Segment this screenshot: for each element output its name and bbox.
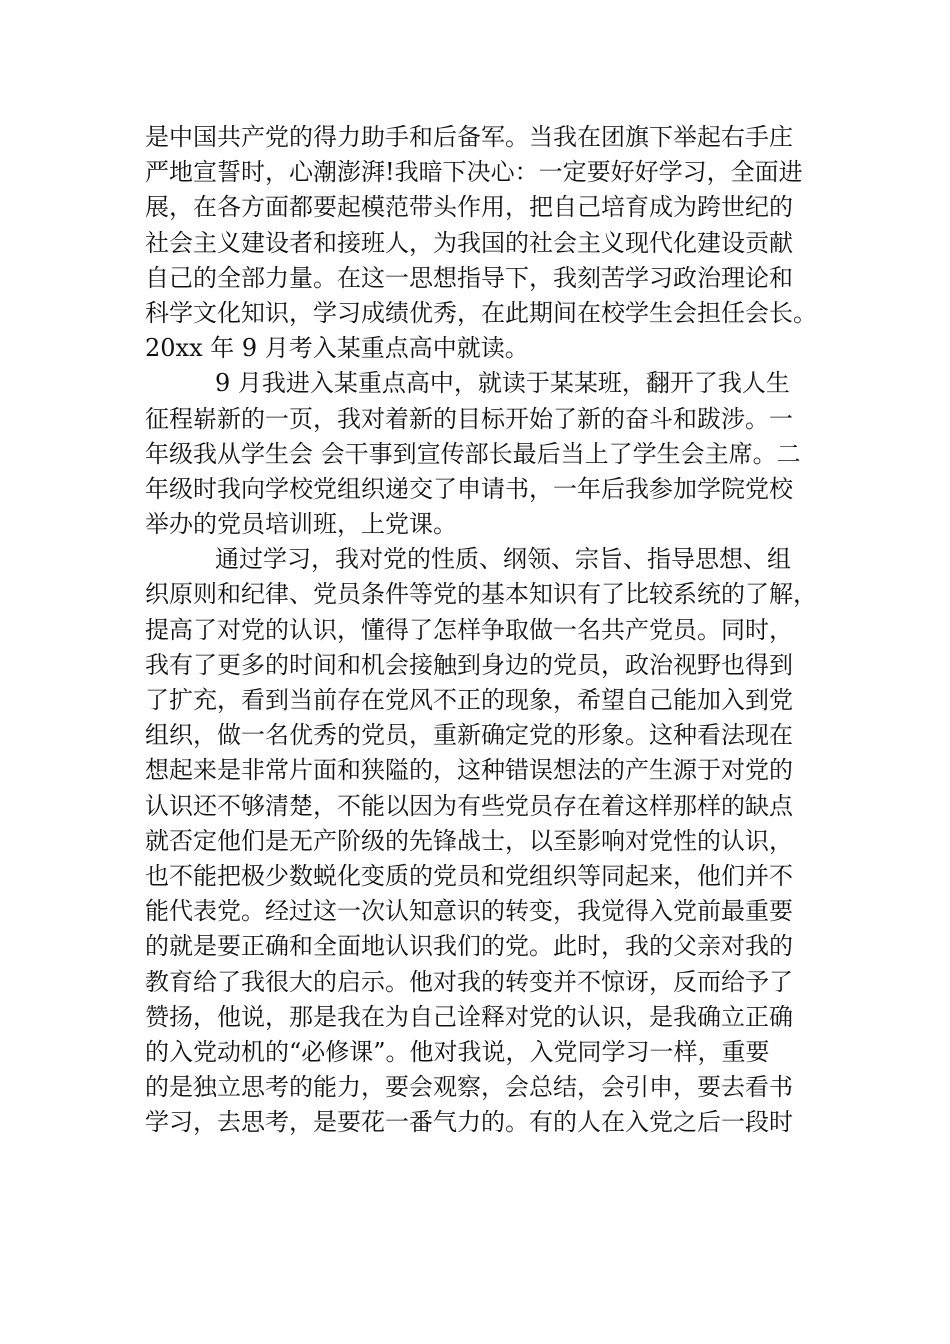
- text-line: 教育给了我很大的启示。他对我的转变并不惊讶，反而给予了: [145, 967, 793, 996]
- text-line: 是中国共产党的得力助手和后备军。当我在团旗下举起右手庄: [145, 123, 793, 151]
- text-line: 我有了更多的时间和机会接触到身边的党员，政治视野也得到: [145, 650, 793, 679]
- text-line: 的入党动机的“必修课”。他对我说，入党同学习一样，重要: [145, 1037, 770, 1066]
- text-line: 提高了对党的认识，懂得了怎样争取做一名共产党员。同时，: [145, 615, 793, 644]
- text-line: 展，在各方面都要起模范带头作用，把自己培育成为跨世纪的: [145, 193, 793, 222]
- text-line: 20xx 年 9 月考入某重点高中就读。: [145, 334, 529, 363]
- text-line: 年级时我向学校党组织递交了申请书，一年后我参加学院党校: [145, 474, 793, 503]
- text-line: 社会主义建设者和接班人，为我国的社会主义现代化建设贡献: [145, 228, 793, 257]
- text-line: 征程崭新的一页，我对着新的目标开始了新的奋斗和跋涉。一: [145, 404, 793, 433]
- body-text: [145, 120, 817, 1140]
- text-line: 组织，做一名优秀的党员，重新确定党的形象。这种看法现在: [145, 721, 793, 750]
- text-line: 学习，去思考，是要花一番气力的。有的人在入党之后一段时: [145, 1108, 793, 1137]
- text-line: 能代表党。经过这一次认知意识的转变，我觉得入党前最重要: [145, 897, 793, 926]
- text-line: 也不能把极少数蜕化变质的党员和党组织等同起来，他们并不: [145, 861, 793, 890]
- paragraph-start-line: 通过学习，我对党的性质、纲领、宗旨、指导思想、组: [215, 545, 791, 574]
- text-line: 严地宣誓时，心潮澎湃!我暗下决心：一定要好好学习，全面进: [145, 158, 803, 187]
- text-line: 的就是要正确和全面地认识我们的党。此时，我的父亲对我的: [145, 932, 793, 961]
- text-line: 赞扬，他说，那是我在为自己诠释对党的认识，是我确立正确: [145, 1002, 793, 1031]
- text-line: 举办的党员培训班，上党课。: [145, 510, 457, 539]
- text-line: 了扩充，看到当前存在党风不正的现象，希望自己能加入到党: [145, 686, 793, 714]
- text-line: 就否定他们是无产阶级的先锋战士，以至影响对党性的认识，: [145, 826, 793, 855]
- text-line: 年级我从学生会 会干事到宣传部长最后当上了学生会主席。二: [145, 439, 801, 468]
- text-line: 想起来是非常片面和狭隘的，这种错误想法的产生源于对党的: [145, 756, 793, 785]
- text-line: 认识还不够清楚，不能以因为有些党员存在着这样那样的缺点: [145, 791, 793, 820]
- text-line: 织原则和纪律、党员条件等党的基本知识有了比较系统的了解，: [145, 580, 817, 609]
- text-line: 自己的全部力量。在这一思想指导下，我刻苦学习政治理论和: [145, 263, 793, 292]
- text-line: 的是独立思考的能力，要会观察，会总结，会引申，要去看书: [145, 1073, 793, 1102]
- paragraph-start-line: 9 月我进入某重点高中，就读于某某班，翻开了我人生: [215, 369, 790, 398]
- text-line: 科学文化知识，学习成绩优秀，在此期间在校学生会担任会长。: [145, 298, 817, 327]
